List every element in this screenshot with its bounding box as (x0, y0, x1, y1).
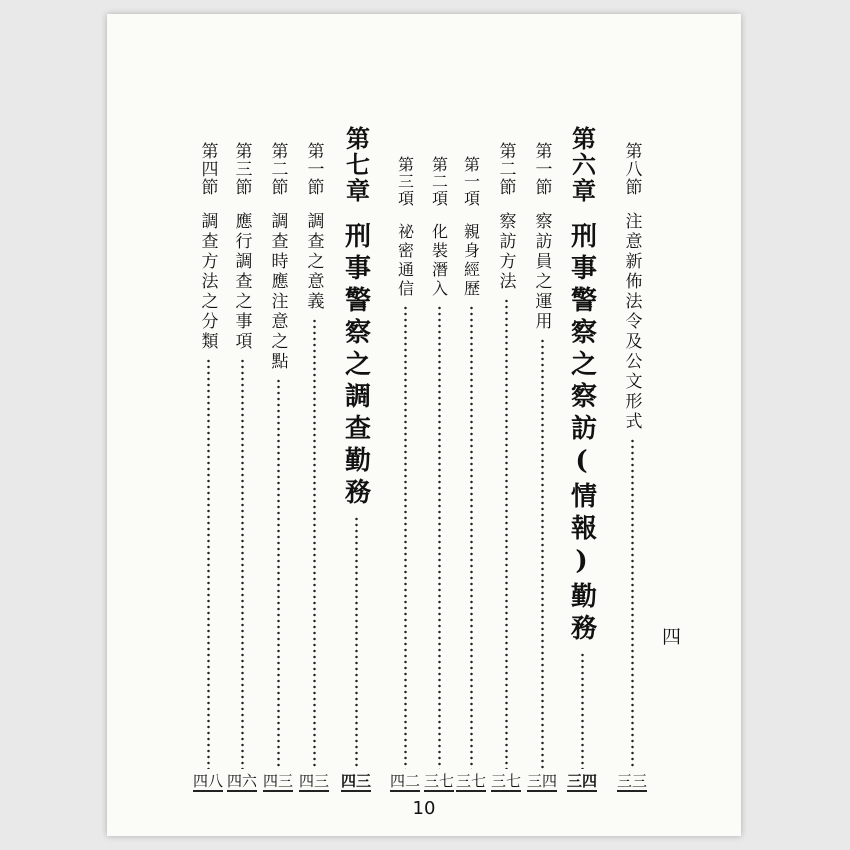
toc-entry-label: 第二節 (267, 142, 288, 196)
toc-entry-page: 四八 (193, 772, 224, 790)
toc-entry-label: 第八節 (621, 142, 642, 196)
toc-entry-page: 四六 (227, 772, 258, 790)
toc-entry-page: 三七 (491, 772, 522, 790)
dot-leader (404, 305, 407, 769)
toc-entry[interactable] (425, 156, 453, 792)
toc-entry-title: 調查之意義 (303, 212, 324, 312)
toc-entry[interactable] (527, 142, 557, 792)
toc-entry[interactable] (263, 142, 293, 792)
toc-entry[interactable] (391, 156, 419, 792)
toc-entry-label: 第二節 (495, 142, 516, 196)
toc-entry[interactable] (227, 142, 257, 792)
toc-entry-label: 第一項 (461, 156, 481, 207)
toc-chapter-title: 刑事警察之調查勤務 (340, 222, 371, 510)
dot-leader (505, 298, 508, 769)
toc-entry-page: 四三 (299, 772, 330, 790)
toc-entry-label: 第三項 (395, 156, 415, 207)
toc-entry-page: 三四 (527, 772, 558, 790)
dot-leader (470, 305, 473, 769)
page-number: 10 (412, 798, 436, 819)
toc-entry-label: 第四節 (197, 142, 218, 196)
toc-entry-page: 四二 (390, 772, 421, 790)
toc-chapter-page: 四三 (340, 772, 371, 790)
toc-entry-title: 親身經歷 (461, 223, 481, 299)
dot-leader (355, 516, 358, 769)
toc-entry-label: 第三節 (231, 142, 252, 196)
toc-chapter[interactable] (565, 126, 599, 792)
dot-leader (541, 338, 544, 769)
dot-leader (313, 318, 316, 769)
toc-entry-title: 祕密通信 (395, 223, 415, 299)
toc-entry-title: 化裝潛入 (429, 223, 449, 299)
toc-entry-title: 應行調查之事項 (231, 212, 252, 352)
toc-entry-page: 三七 (456, 772, 487, 790)
toc-entry-page: 三七 (424, 772, 455, 790)
toc-chapter[interactable] (339, 126, 373, 792)
dot-leader (277, 378, 280, 769)
toc-chapter-label: 第七章 (341, 126, 371, 204)
book-page (107, 14, 741, 836)
toc-entry-title: 察訪員之運用 (531, 212, 552, 332)
toc-entry-title: 察訪方法 (495, 212, 516, 292)
toc-chapter-title: 刑事警察之察訪(情報)勤務 (566, 222, 597, 646)
toc-entry-label: 第一節 (531, 142, 552, 196)
toc-entry[interactable] (491, 142, 521, 792)
toc-chapter-label: 第六章 (567, 126, 597, 204)
toc-entry-title: 調查時應注意之點 (267, 212, 288, 372)
toc-entry[interactable] (457, 156, 485, 792)
toc-entry-label: 第二項 (429, 156, 449, 207)
toc-entry-title: 調查方法之分類 (197, 212, 218, 352)
page-folio: 四 (662, 626, 682, 648)
dot-leader (207, 358, 210, 769)
toc-entry[interactable] (617, 142, 647, 792)
dot-leader (438, 305, 441, 769)
toc-entry-page: 四三 (263, 772, 294, 790)
dot-leader (631, 438, 634, 769)
toc-entry[interactable] (299, 142, 329, 792)
toc-entry[interactable] (193, 142, 223, 792)
dot-leader (241, 358, 244, 769)
toc-entry-title: 注意新佈法令及公文形式 (621, 212, 642, 432)
toc-entry-page: 三三 (617, 772, 648, 790)
toc-chapter-page: 三四 (566, 772, 597, 790)
dot-leader (581, 652, 584, 769)
toc-entry-label: 第一節 (303, 142, 324, 196)
